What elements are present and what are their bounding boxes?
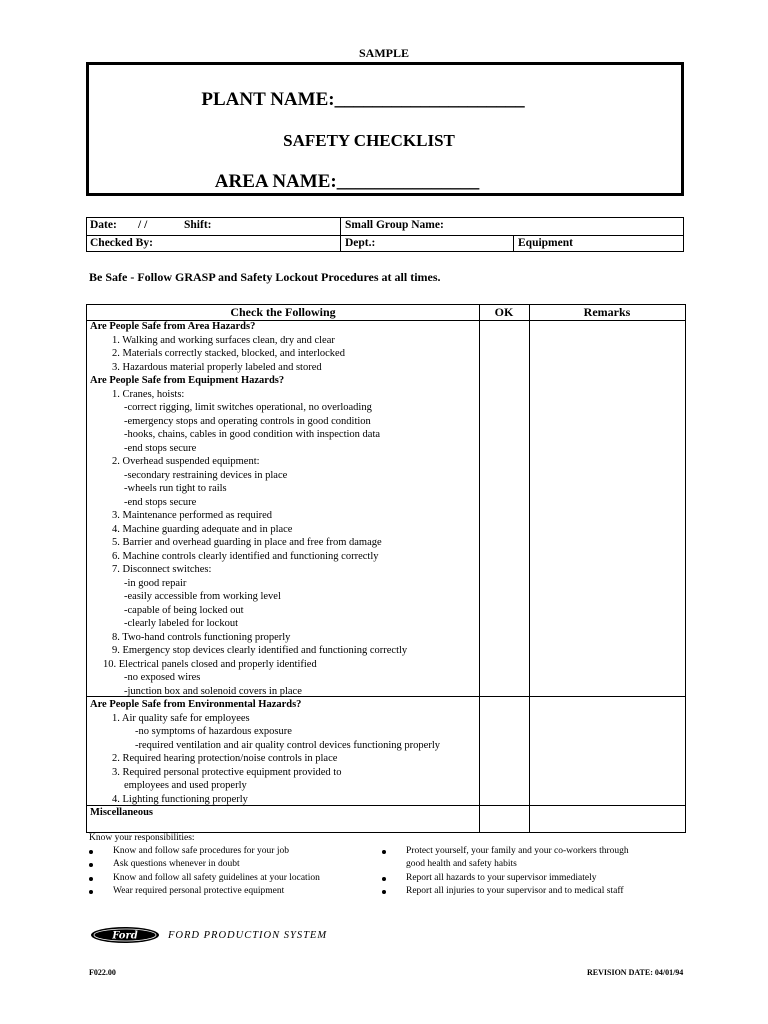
section-heading: Are People Safe from Equipment Hazards? [90, 375, 285, 386]
date-label: Date: [90, 219, 117, 231]
checklist-item: 7. Disconnect switches: [112, 564, 212, 575]
checklist-item: 8. Two-hand controls functioning properly [112, 631, 291, 643]
section-heading: Are People Safe from Area Hazards? [90, 321, 256, 332]
checklist-item: 4. Lighting functioning properly [112, 793, 248, 805]
checklist-item: 2. Required hearing protection/noise controls in place [112, 753, 338, 764]
checked-by-label: Checked By: [90, 237, 153, 249]
checklist-item: -junction box and solenoid covers in place [124, 685, 302, 697]
checklist-table [86, 304, 686, 833]
production-system-label: FORD PRODUCTION SYSTEM [168, 930, 328, 941]
header-box [86, 62, 684, 196]
checklist-item: -correct rigging, limit switches operational, no overloading [124, 402, 372, 413]
shift-label: Shift: [184, 219, 212, 231]
column-header-remarks: Remarks [583, 305, 631, 319]
form-code: F022.00 [89, 968, 116, 977]
checklist-item: -capable of being locked out [124, 604, 244, 616]
column-header-check: Check the Following [230, 305, 336, 319]
checklist-item: 9. Emergency stop devices clearly identified and functioning correctly [112, 645, 408, 656]
checklist-item: -easily accessible from working level [124, 591, 281, 602]
revision-date: REVISION DATE: 04/01/94 [587, 968, 684, 977]
bullet-icon [382, 850, 386, 854]
checklist-item: -end stops secure [124, 496, 197, 508]
responsibilities-title: Know your responsibilities: [89, 833, 195, 843]
date-slashes: / / [138, 219, 148, 231]
area-name-field: AREA NAME:_______________ [214, 171, 480, 192]
bullet-icon [89, 850, 93, 854]
column-header-ok: OK [494, 305, 514, 319]
bullet-icon [382, 877, 386, 881]
equipment-label: Equipment [518, 237, 573, 249]
divider [513, 235, 514, 251]
safety-note: Be Safe - Follow GRASP and Safety Lockout Procedures at all times. [89, 270, 441, 284]
checklist-item: 5. Barrier and overhead guarding in place and free from damage [112, 537, 382, 548]
checklist-item: 2. Materials correctly stacked, blocked, and interlocked [112, 348, 345, 359]
checklist-item: -no symptoms of hazardous exposure [135, 726, 292, 737]
checklist-item: -secondary restraining devices in place [124, 469, 288, 481]
checklist-item: 3. Maintenance performed as required [112, 510, 273, 521]
checklist-item: -hooks, chains, cables in good condition with inspection data [124, 429, 381, 440]
column-divider [529, 305, 530, 832]
checklist-item: 6. Machine controls clearly identified and functioning correctly [112, 550, 379, 562]
checklist-item: -in good repair [124, 577, 187, 589]
checklist-item: -clearly labeled for lockout [124, 618, 238, 629]
dept-label: Dept.: [345, 237, 376, 249]
checklist-item: -required ventilation and air quality control devices functioning properly [135, 739, 440, 751]
bullet-icon [89, 877, 93, 881]
bullet-icon [382, 890, 386, 894]
divider [340, 218, 341, 251]
checklist-item: 1. Cranes, hoists: [112, 388, 185, 400]
checklist-item: 10. Electrical panels closed and properly identified [103, 658, 317, 670]
ford-logo-text: Ford [112, 930, 138, 942]
ford-logo [90, 926, 160, 944]
checklist-item: -wheels run tight to rails [124, 483, 227, 494]
checklist-item: 3. Hazardous material properly labeled and stored [112, 361, 322, 373]
plant-name-field: PLANT NAME:____________________ [201, 89, 525, 110]
section-heading: Are People Safe from Environmental Hazards? [90, 699, 302, 710]
info-table [86, 217, 684, 252]
section-heading: Miscellaneous [90, 807, 153, 818]
bullet-icon [89, 863, 93, 867]
checklist-item: -emergency stops and operating controls in good condition [124, 415, 371, 427]
document-sample-label: SAMPLE [358, 46, 409, 60]
checklist-item: -no exposed wires [124, 672, 201, 683]
checklist-item: 1. Air quality safe for employees [112, 712, 250, 724]
column-divider [479, 305, 480, 832]
checklist-item: 1. Walking and working surfaces clean, dry and clear [112, 334, 335, 346]
checklist-item: 4. Machine guarding adequate and in place [112, 523, 293, 535]
checklist-item: 2. Overhead suspended equipment: [112, 456, 260, 467]
checklist-item: 3. Required personal protective equipment provided to [112, 766, 342, 778]
page-title: SAFETY CHECKLIST [283, 131, 455, 150]
small-group-label: Small Group Name: [345, 219, 444, 231]
bullet-icon [89, 890, 93, 894]
info-row [87, 218, 683, 235]
checklist-item: -end stops secure [124, 442, 197, 454]
info-row [87, 235, 683, 253]
checklist-item: employees and used properly [124, 780, 247, 791]
